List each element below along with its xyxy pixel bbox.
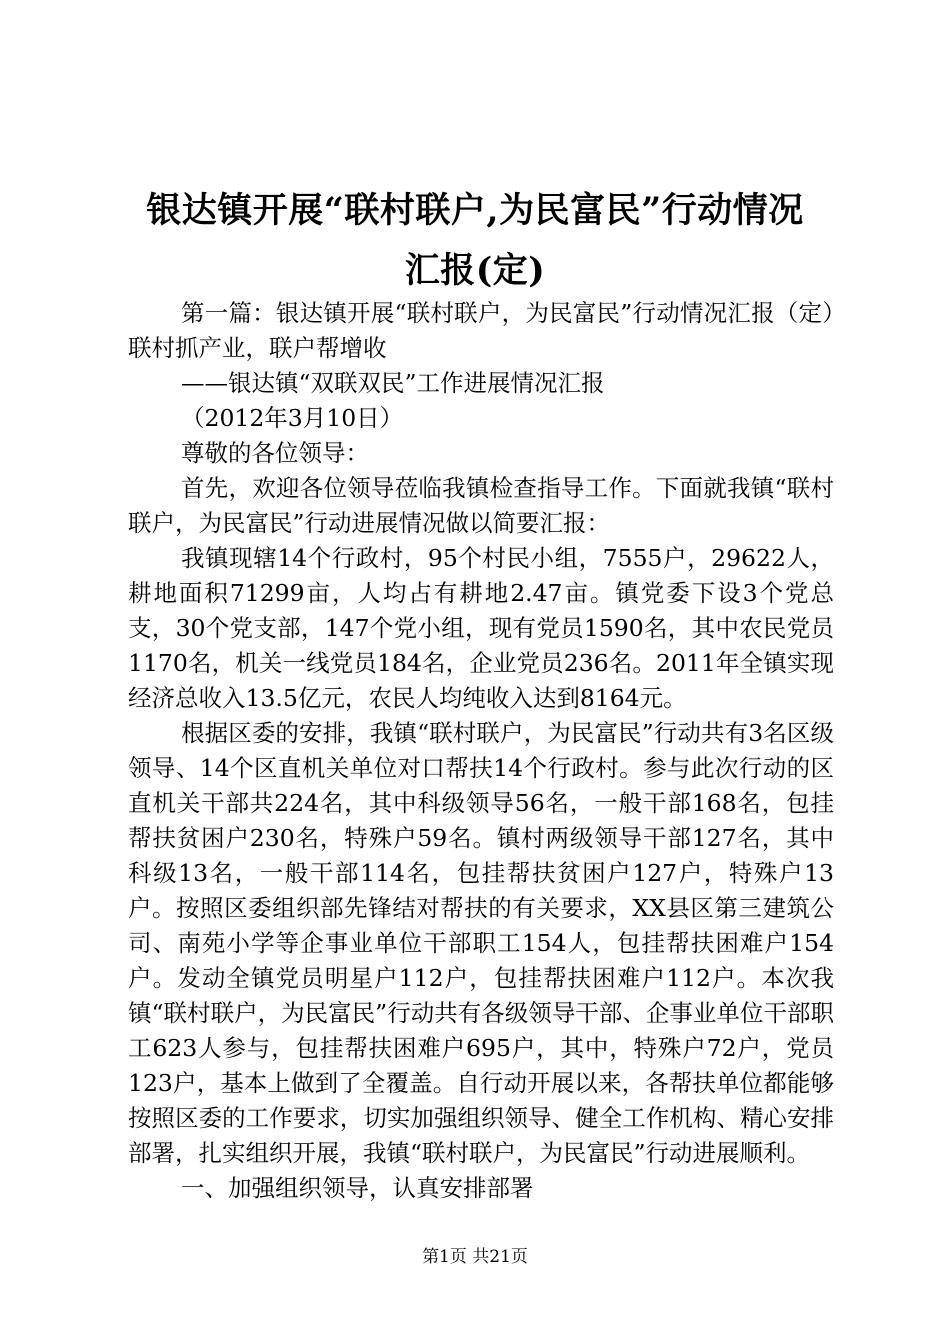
salutation-paragraph: 尊敬的各位领导： <box>181 439 369 467</box>
arrangement-paragraph: 根据区委的安排，我镇“联村联户，为民富民”行动共有3名区级领导、14个区直机关单位对口帮扶14个行政村。参与此次行动的区直机关干部共224名，其中科级领导56名，一般干部168名，包挂帮扶贫困户230名，特殊户59名。镇村两级领导干部127名，其中科级13名，一般干部114名，包挂帮扶贫困户127户，特殊户13户。按照区委组织部先锋结对帮扶的有关要求，XX县区第三建筑公司、南苑小学等企事业单位干部职工154人，包挂帮扶困难户154户。发动全镇党员明星户112户，包挂帮扶困难户112户。本次我镇“联村联户，为民富民”行动共有各级领导干部、企事业单位干部职工623人参与，包挂帮扶困难户695户，其中，特殊户72户，党员123户，基本上做到了全覆盖。自行动开展以来，各帮扶单位都能够按照区委的工作要求，切实加强组织领导、健全工作机构、精心安排部署，扎实组织开展，我镇“联村联户，为民富民”行动进展顺利。 <box>128 719 834 1167</box>
document-body <box>128 296 834 1206</box>
document-title-line-1: 银达镇开展“联村联户,为民富民”行动情况 <box>146 190 804 231</box>
intro-paragraph: 首先，欢迎各位领导莅临我镇检查指导工作。下面就我镇“联村联户，为民富民”行动进展情况做以简要汇报： <box>128 474 834 537</box>
section-one-heading: 一、加强组织领导，认真安排部署 <box>181 1174 534 1202</box>
date-paragraph: （2012年3月10日） <box>181 404 404 432</box>
subtitle-paragraph: ——银达镇“双联双民”工作进展情况汇报 <box>181 369 605 397</box>
overview-paragraph: 我镇现辖14个行政村，95个村民小组，7555户，29622人，耕地面积71299亩，人均占有耕地2.47亩。镇党委下设3个党总支，30个党支部，147个党小组，现有党员1590名，其中农民党员1170名，机关一线党员184名，企业党员236名。2011年全镇实现经济总收入13.5亿元，农民人均纯收入达到8164元。 <box>128 544 834 712</box>
section-heading-paragraph: 第一篇：银达镇开展“联村联户，为民富民”行动情况汇报（定）联村抓产业，联户帮增收 <box>128 299 834 362</box>
document-title-line-2: 汇报(定) <box>404 250 546 291</box>
page-footer: 第1页 共21页 <box>422 1247 528 1267</box>
